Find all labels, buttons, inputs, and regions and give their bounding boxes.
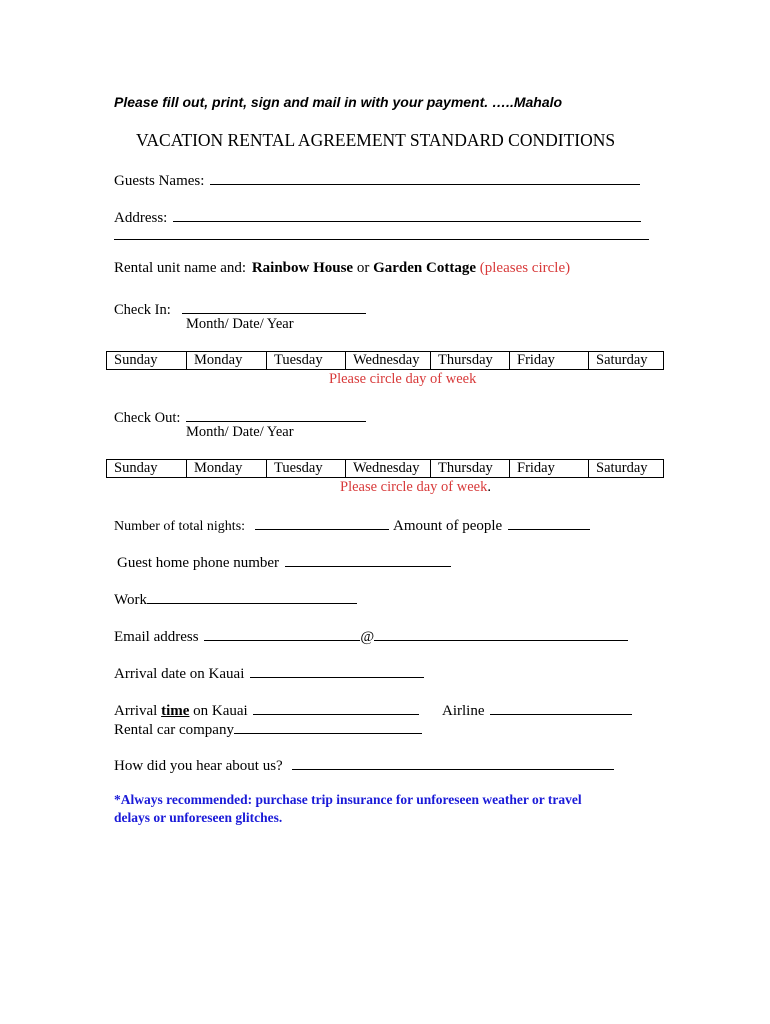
rental-car-label: Rental car company [114, 722, 234, 738]
email-at-sign: @ [360, 629, 375, 645]
arrival-time-label-2: time [161, 703, 190, 719]
check-in-day-sunday[interactable]: Sunday [107, 352, 187, 370]
check-out-day-thursday[interactable]: Thursday [431, 460, 510, 478]
check-out-hint: Month/ Date/ Year [186, 424, 294, 440]
insurance-note-line2: delays or unforeseen glitches. [114, 810, 283, 825]
garden-cottage-option[interactable]: Garden Cottage [373, 260, 476, 276]
arrival-date-row [114, 662, 424, 683]
people-field[interactable] [508, 514, 590, 530]
address-row [114, 206, 641, 227]
check-in-day-thursday[interactable]: Thursday [431, 352, 510, 370]
check-out-day-monday[interactable]: Monday [187, 460, 267, 478]
check-out-days-table [106, 459, 664, 478]
or-text: or [356, 260, 370, 276]
email-label: Email address [114, 629, 199, 645]
check-in-days-table [106, 351, 664, 370]
check-in-day-wednesday[interactable]: Wednesday [346, 352, 431, 370]
check-out-field[interactable] [186, 406, 366, 422]
check-in-day-monday[interactable]: Monday [187, 352, 267, 370]
email-row [114, 625, 628, 646]
address-field-line1[interactable] [173, 206, 641, 222]
check-out-day-hint: Please circle day of week [340, 479, 488, 495]
nights-row [114, 514, 590, 535]
people-label: Amount of people [393, 518, 503, 534]
work-row [114, 588, 357, 609]
address-field-line2[interactable] [114, 238, 649, 240]
check-out-day-saturday[interactable]: Saturday [589, 460, 664, 478]
airline-row [442, 699, 632, 720]
guests-names-row [114, 169, 640, 190]
hear-about-row [114, 754, 614, 775]
arrival-time-field[interactable] [253, 699, 419, 715]
rental-unit-label: Rental unit name and: [114, 260, 247, 276]
rainbow-house-option[interactable]: Rainbow House [251, 260, 354, 276]
guests-names-field[interactable] [210, 169, 640, 185]
check-out-day-hint-period: . [487, 479, 491, 495]
work-label: Work [114, 592, 147, 608]
check-in-hint: Month/ Date/ Year [186, 316, 294, 332]
home-phone-label: Guest home phone number [117, 555, 280, 571]
email-user-field[interactable] [204, 625, 360, 641]
hear-about-label: How did you hear about us? [114, 758, 283, 774]
check-out-day-tuesday[interactable]: Tuesday [267, 460, 346, 478]
airline-field[interactable] [490, 699, 632, 715]
check-in-field[interactable] [182, 298, 366, 314]
check-out-day-wednesday[interactable]: Wednesday [346, 460, 431, 478]
work-field[interactable] [147, 588, 357, 604]
airline-label: Airline [442, 703, 485, 719]
guests-names-label: Guests Names: [114, 173, 205, 189]
check-in-day-hint: Please circle day of week [329, 371, 477, 387]
hear-about-field[interactable] [292, 754, 614, 770]
page-title: VACATION RENTAL AGREEMENT STANDARD CONDITIONS [136, 130, 616, 150]
check-in-day-friday[interactable]: Friday [510, 352, 589, 370]
arrival-time-row [114, 699, 419, 720]
email-domain-field[interactable] [374, 625, 628, 641]
arrival-date-label: Arrival date on Kauai [114, 666, 245, 682]
nights-field[interactable] [255, 514, 389, 530]
check-out-day-sunday[interactable]: Sunday [107, 460, 187, 478]
rental-car-field[interactable] [234, 718, 422, 734]
check-in-day-saturday[interactable]: Saturday [589, 352, 664, 370]
arrival-time-label-1: Arrival [114, 703, 158, 719]
home-phone-field[interactable] [285, 551, 451, 567]
check-in-day-tuesday[interactable]: Tuesday [267, 352, 346, 370]
arrival-time-label-3: on Kauai [193, 703, 248, 719]
home-phone-row [117, 551, 451, 572]
insurance-note-line1: *Always recommended: purchase trip insurance for unforeseen weather or travel [114, 792, 582, 807]
address-label: Address: [114, 210, 168, 226]
nights-label: Number of total nights: [114, 519, 246, 534]
rental-car-row [114, 718, 422, 739]
circle-note: (pleases circle) [479, 260, 571, 276]
check-in-label: Check In: [114, 302, 171, 318]
check-out-day-hint-row [340, 479, 491, 496]
check-out-day-friday[interactable]: Friday [510, 460, 589, 478]
check-out-label: Check Out: [114, 410, 181, 426]
arrival-date-field[interactable] [250, 662, 424, 678]
instruction-text: Please fill out, print, sign and mail in with your payment. …..Mahalo [114, 94, 563, 110]
rental-unit-row [114, 260, 570, 277]
